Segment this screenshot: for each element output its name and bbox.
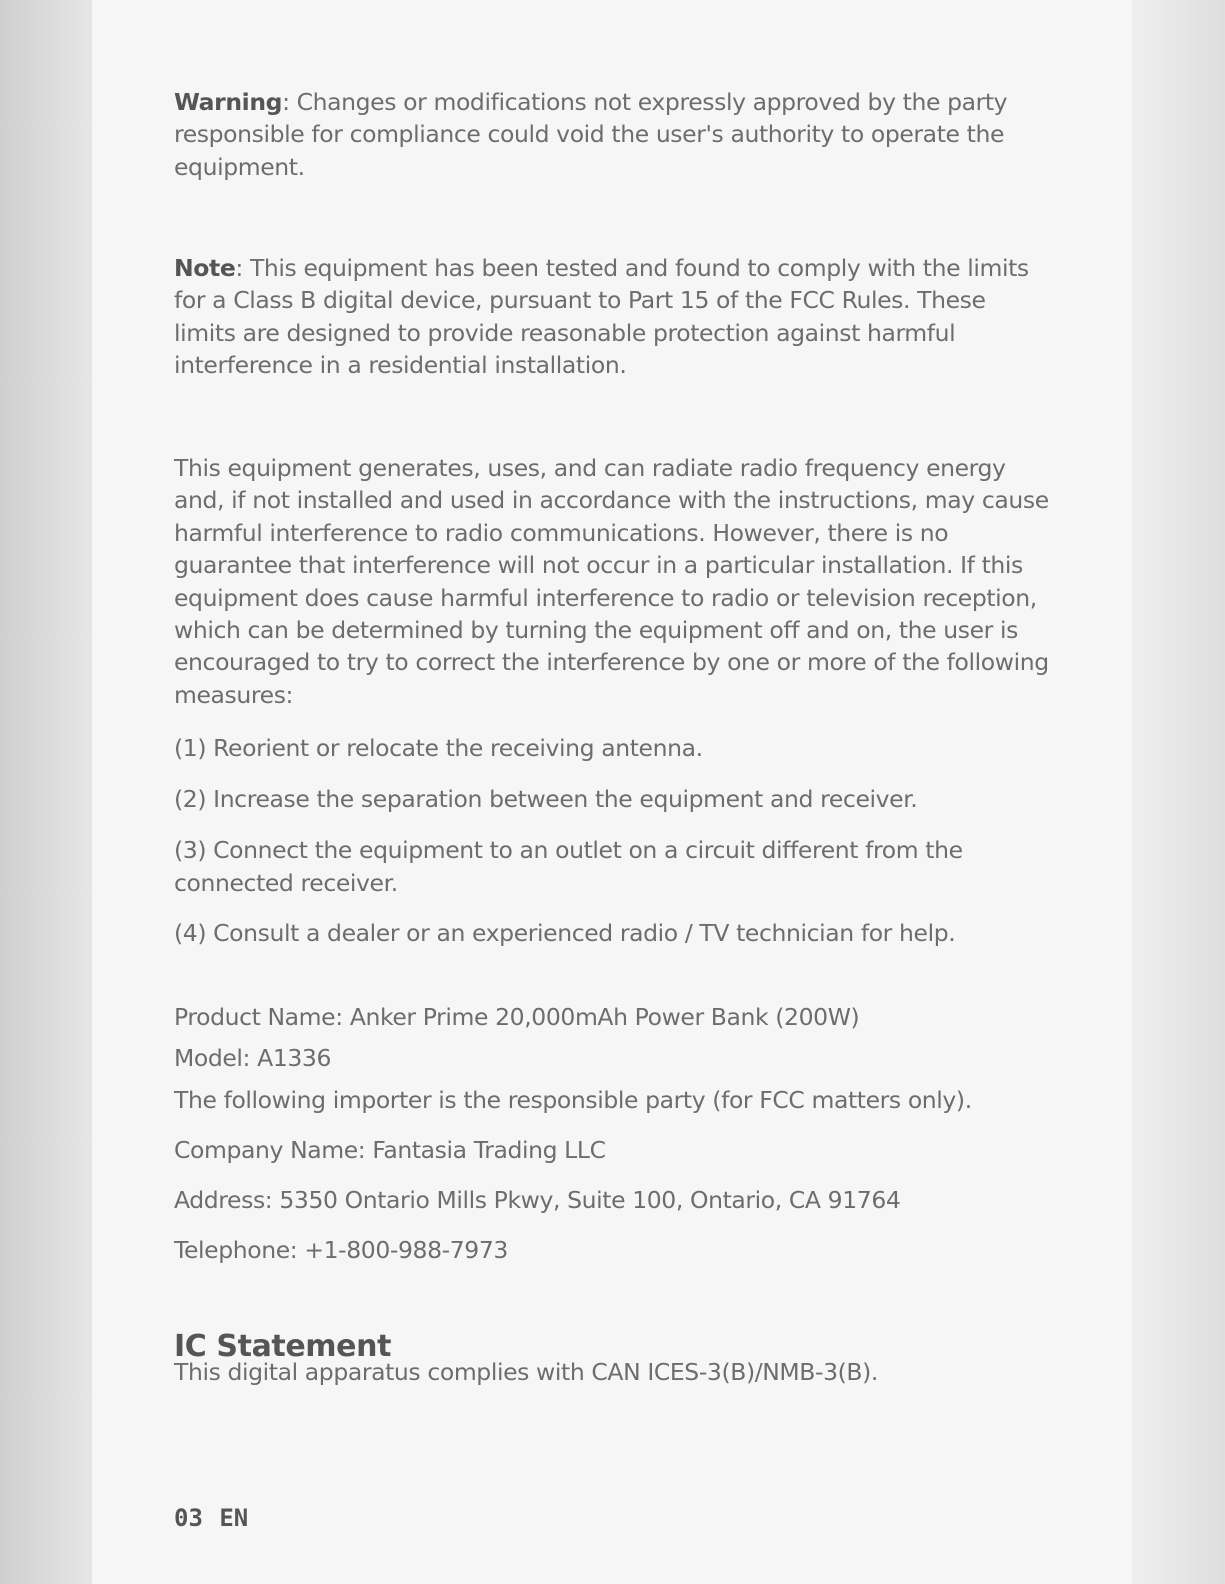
company-name: Company Name: Fantasia Trading LLC	[174, 1136, 606, 1164]
model-number: Model: A1336	[174, 1044, 332, 1072]
interference-paragraph: This equipment generates, uses, and can radiate radio frequency energy and, if not installed and used in accordance with the instructions, may cause harmful interference to radio communications. However, there is no guarantee that interference will not occur in a particular installation. If this equipment does cause harmful interference to radio or television reception, which can be determined by turning the equipment off and on, the user is encouraged to try to correct the interference by one or more of the following measures:	[174, 454, 1049, 709]
importer-note: The following importer is the responsible party (for FCC matters only).	[174, 1086, 972, 1114]
warning-text: : Changes or modifications not expressly approved by the party responsible for compliance could void the user's authority to operate the equipment.	[174, 88, 1008, 181]
measure-item-1: (1) Reorient or relocate the receiving antenna.	[174, 734, 703, 762]
note-label: Note	[174, 254, 236, 282]
company-address: Address: 5350 Ontario Mills Pkwy, Suite 100, Ontario, CA 91764	[174, 1186, 901, 1214]
company-telephone: Telephone: +1-800-988-7973	[174, 1236, 508, 1264]
page-right-shadow	[1132, 0, 1225, 1584]
measure-item-4: (4) Consult a dealer or an experienced radio / TV technician for help.	[174, 919, 956, 947]
measure-item-3: (3) Connect the equipment to an outlet on a circuit different from the connected receiver.	[174, 836, 963, 897]
page-number-label: 03 EN	[174, 1504, 249, 1532]
ic-statement-heading: IC Statement	[174, 1329, 392, 1364]
warning-paragraph	[174, 86, 1054, 183]
measure-item-2: (2) Increase the separation between the equipment and receiver.	[174, 785, 918, 813]
ic-statement-text: This digital apparatus complies with CAN ICES-3(B)/NMB-3(B).	[174, 1358, 878, 1386]
warning-label: Warning	[174, 88, 283, 116]
product-name: Product Name: Anker Prime 20,000mAh Power Bank (200W)	[174, 1003, 860, 1031]
note-text: : This equipment has been tested and found to comply with the limits for a Class B digital device, pursuant to Part 15 of the FCC Rules. These limits are designed to provide reasonable protection against harmful interference in a residential installation.	[174, 254, 1029, 380]
note-paragraph	[174, 252, 1054, 382]
page-left-shadow	[0, 0, 92, 1584]
